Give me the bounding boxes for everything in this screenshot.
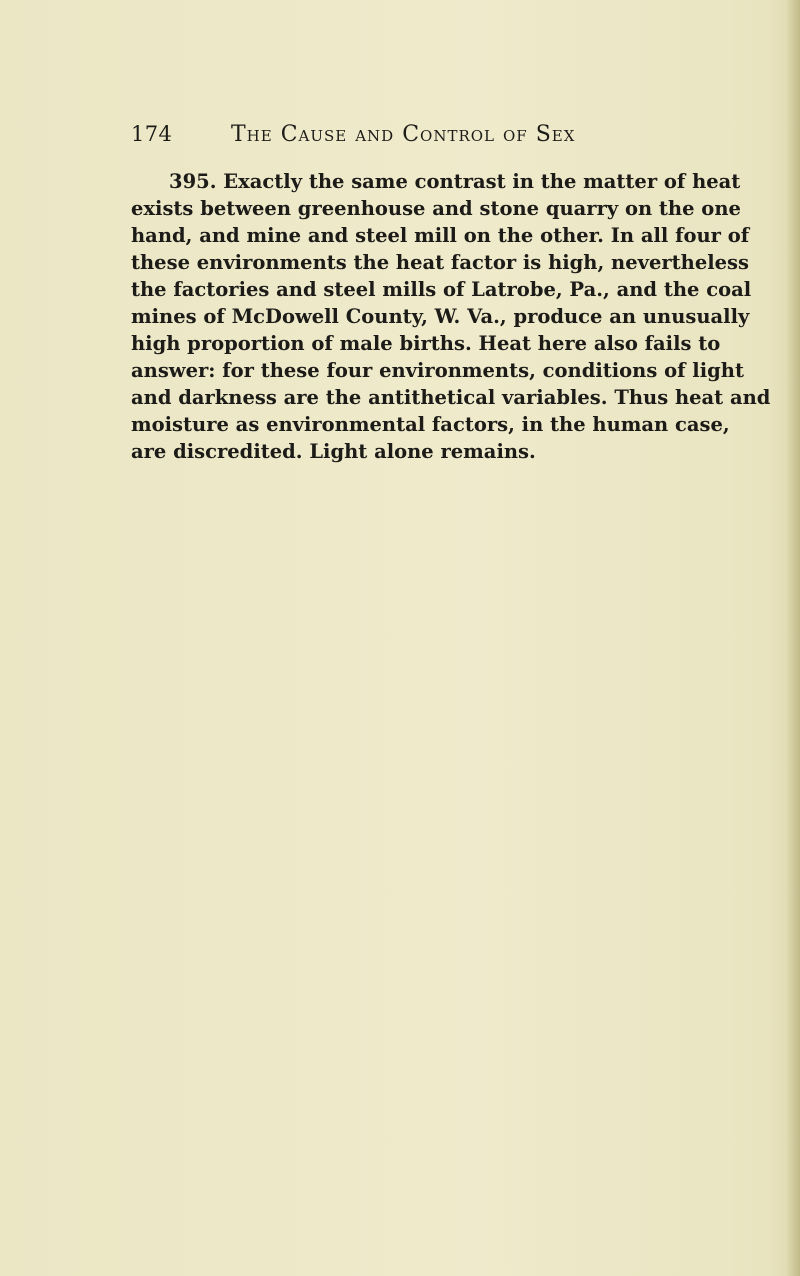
- running-head: [131, 122, 691, 152]
- text-line: hand, and mine and steel mill on the other. In all four of: [131, 224, 750, 247]
- text-line: high proportion of male births. Heat here also fails to: [131, 332, 721, 355]
- text-line: and darkness are the antithetical variables. Thus heat and: [131, 386, 771, 409]
- page-number: 174: [131, 122, 173, 146]
- text-line: answer: for these four environments, conditions of light: [131, 359, 744, 382]
- running-head-title: The Cause and Control of Sex: [231, 122, 576, 147]
- text-line: exists between greenhouse and stone quarry on the one: [131, 197, 741, 220]
- page-edge-shadow: [786, 0, 800, 1276]
- paragraph-395: [131, 168, 771, 465]
- text-line: mines of McDowell County, W. Va., produce an unusually: [131, 305, 750, 328]
- text-line: are discredited. Light alone remains.: [131, 440, 536, 463]
- text-line: these environments the heat factor is high, nevertheless: [131, 251, 750, 274]
- text-line: moisture as environmental factors, in the human case,: [131, 413, 730, 436]
- text-line: 395. Exactly the same contrast in the matter of heat: [169, 170, 741, 193]
- text-line: the factories and steel mills of Latrobe, Pa., and the coal: [131, 278, 752, 301]
